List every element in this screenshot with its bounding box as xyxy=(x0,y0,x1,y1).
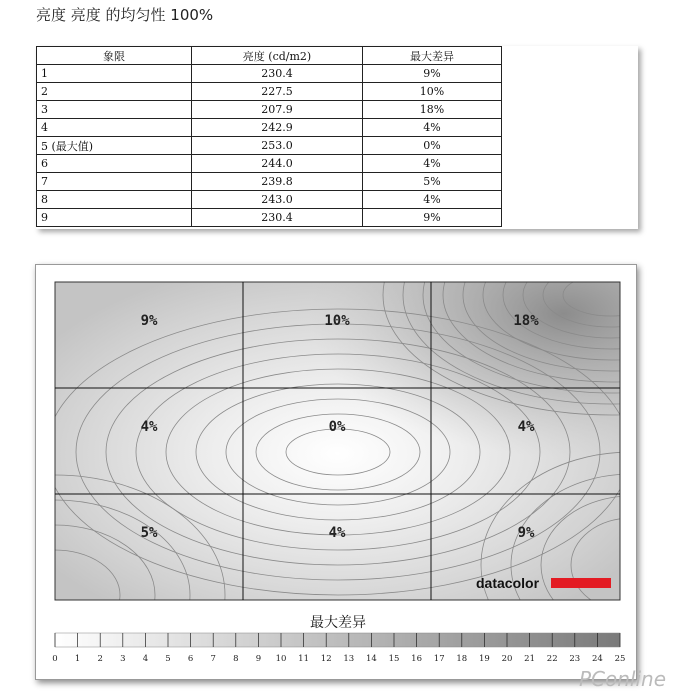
scale-tick-label: 2 xyxy=(97,654,103,664)
heatmap-dark-region xyxy=(55,282,620,600)
table-header-row xyxy=(37,47,502,65)
scale-tick-label: 11 xyxy=(298,654,310,664)
cell-luminance: 230.4 xyxy=(192,209,363,227)
scale-tick-label: 3 xyxy=(120,654,126,664)
table-row xyxy=(37,209,502,227)
watermark: PConline xyxy=(578,667,666,691)
quadrant-label: 10% xyxy=(324,313,350,329)
cell-quadrant: 1 xyxy=(37,65,192,83)
cell-luminance: 244.0 xyxy=(192,155,363,173)
table-row xyxy=(37,191,502,209)
scale-tick-label: 14 xyxy=(365,654,377,664)
scale-tick-label: 0 xyxy=(52,654,58,664)
cell-max-diff: 10% xyxy=(363,83,502,101)
header-max-diff: 最大差异 xyxy=(363,47,502,65)
cell-luminance: 227.5 xyxy=(192,83,363,101)
brand-bar xyxy=(551,578,611,588)
cell-quadrant: 4 xyxy=(37,119,192,137)
table-row xyxy=(37,173,502,191)
scale-tick-label: 18 xyxy=(456,654,468,664)
scale-tick-label: 7 xyxy=(210,654,216,664)
cell-max-diff: 9% xyxy=(363,65,502,83)
scale-tick-label: 24 xyxy=(591,654,603,664)
cell-luminance: 207.9 xyxy=(192,101,363,119)
table-row xyxy=(37,137,502,155)
quadrant-label: 9% xyxy=(517,525,535,541)
cell-luminance: 253.0 xyxy=(192,137,363,155)
table-row xyxy=(37,155,502,173)
cell-max-diff: 4% xyxy=(363,191,502,209)
scale-tick-label: 12 xyxy=(320,654,332,664)
scale-tick-label: 5 xyxy=(165,654,171,664)
scale-tick-label: 25 xyxy=(614,654,626,664)
page-title: 亮度 亮度 的均匀性 100% xyxy=(36,6,214,24)
scale-bar xyxy=(55,633,620,647)
quadrant-label: 18% xyxy=(513,313,539,329)
cell-quadrant: 8 xyxy=(37,191,192,209)
scale-tick-label: 13 xyxy=(343,654,355,664)
table-row xyxy=(37,101,502,119)
cell-luminance: 243.0 xyxy=(192,191,363,209)
scale-tick-label: 21 xyxy=(524,654,536,664)
cell-luminance: 230.4 xyxy=(192,65,363,83)
scale-tick-label: 23 xyxy=(569,654,581,664)
scale-tick-label: 1 xyxy=(74,654,81,664)
cell-quadrant: 2 xyxy=(37,83,192,101)
cell-luminance: 239.8 xyxy=(192,173,363,191)
cell-quadrant: 5 (最大值) xyxy=(37,137,192,155)
cell-max-diff: 4% xyxy=(363,155,502,173)
scale-tick-label: 19 xyxy=(478,654,490,664)
brand-text: datacolor xyxy=(476,575,540,591)
cell-max-diff: 0% xyxy=(363,137,502,155)
uniformity-table xyxy=(36,46,502,227)
header-luminance: 亮度 (cd/m2) xyxy=(192,47,363,65)
quadrant-label: 4% xyxy=(328,525,346,541)
scale-tick-label: 6 xyxy=(187,654,194,664)
header-quadrant: 象限 xyxy=(37,47,192,65)
scale-tick-label: 22 xyxy=(546,654,558,664)
scale-tick-label: 16 xyxy=(411,654,423,664)
cell-luminance: 242.9 xyxy=(192,119,363,137)
table-row xyxy=(37,65,502,83)
cell-quadrant: 7 xyxy=(37,173,192,191)
quadrant-label: 4% xyxy=(140,419,158,435)
quadrant-label: 0% xyxy=(328,419,346,435)
quadrant-label: 9% xyxy=(140,313,158,329)
scale-tick-label: 9 xyxy=(255,654,262,664)
scale-tick-label: 4 xyxy=(142,654,149,664)
chart-frame xyxy=(35,264,637,680)
quadrant-label: 5% xyxy=(140,525,158,541)
cell-max-diff: 4% xyxy=(363,119,502,137)
scale-tick-label: 10 xyxy=(275,654,287,664)
uniformity-heatmap xyxy=(36,265,636,679)
table-row xyxy=(37,83,502,101)
table-row xyxy=(37,119,502,137)
scale-tick-label: 20 xyxy=(501,654,513,664)
cell-max-diff: 9% xyxy=(363,209,502,227)
cell-quadrant: 3 xyxy=(37,101,192,119)
cell-max-diff: 18% xyxy=(363,101,502,119)
scale-tick-label: 8 xyxy=(233,654,239,664)
quadrant-label: 4% xyxy=(517,419,535,435)
scale-title: 最大差异 xyxy=(310,615,366,631)
cell-quadrant: 9 xyxy=(37,209,192,227)
cell-max-diff: 5% xyxy=(363,173,502,191)
scale-tick-label: 17 xyxy=(433,654,445,664)
scale-tick-label: 15 xyxy=(388,654,400,664)
cell-quadrant: 6 xyxy=(37,155,192,173)
